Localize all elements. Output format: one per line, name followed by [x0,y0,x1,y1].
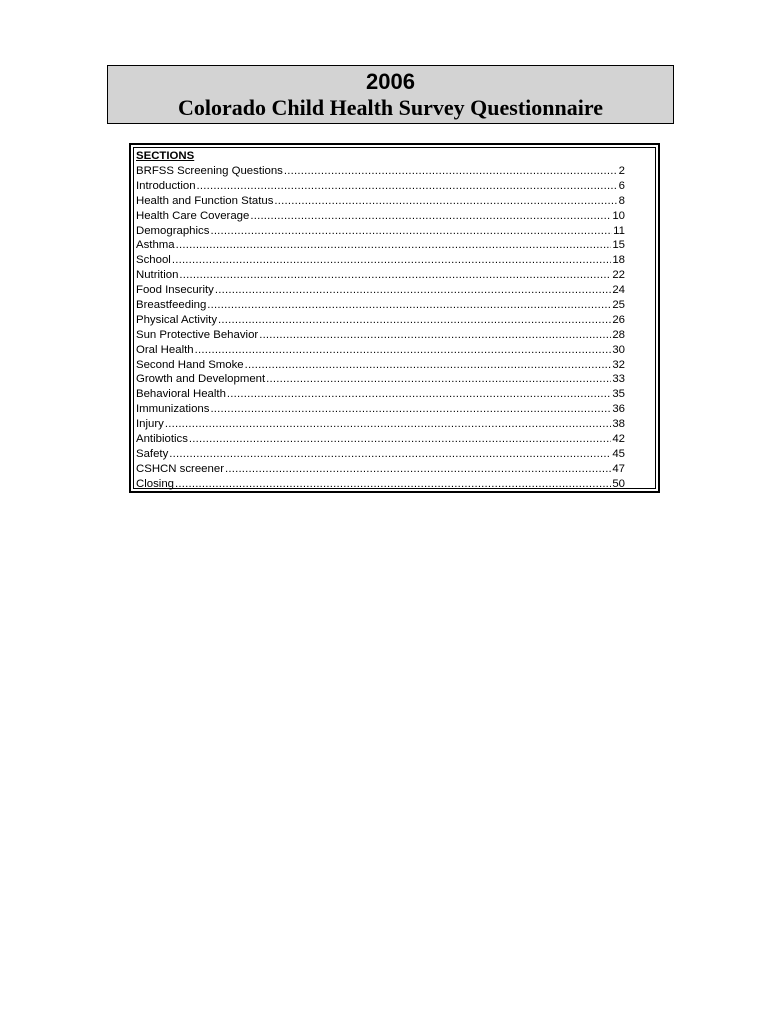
toc-entry-page-number[interactable]: 33 [612,373,625,386]
toc-entry-label[interactable]: Second Hand Smoke [136,358,244,371]
toc-entry-page-number[interactable]: 42 [612,433,625,446]
toc-dot-leader [266,372,611,387]
toc-entry-page-number[interactable]: 18 [612,254,625,267]
toc-entry-page-number[interactable]: 32 [612,358,625,371]
toc-dot-leader [189,432,611,447]
toc-entry-label[interactable]: Health Care Coverage [136,209,250,222]
document-title-box [107,65,674,124]
toc-dot-leader [218,313,611,328]
toc-entry-label[interactable]: Demographics [136,224,210,237]
toc-entry-page-number[interactable]: 22 [612,269,625,282]
toc-entry[interactable] [136,283,625,298]
toc-entry-page-number[interactable]: 36 [612,403,625,416]
toc-entry-label[interactable]: Breastfeeding [136,299,207,312]
toc-entry[interactable] [136,164,625,179]
toc-dot-leader [210,402,611,417]
toc-entry-page-number[interactable]: 50 [612,477,625,490]
toc-dot-leader [172,253,611,268]
toc-entry[interactable] [136,268,625,283]
toc-dot-leader [274,194,617,209]
toc-entry-page-number[interactable]: 45 [612,447,625,460]
toc-entry-label[interactable]: Physical Activity [136,313,218,326]
toc-entry[interactable] [136,417,625,432]
toc-entry[interactable] [136,253,625,268]
toc-entry[interactable] [136,179,625,194]
table-of-contents-inner-border [133,147,656,489]
toc-entry-page-number[interactable]: 30 [612,343,625,356]
toc-entry[interactable] [136,209,625,224]
toc-entry-label[interactable]: Nutrition [136,269,179,282]
toc-dot-leader [169,447,611,462]
toc-entry[interactable] [136,432,625,447]
toc-dot-leader [245,358,612,373]
toc-dot-leader [250,209,611,224]
toc-entry[interactable] [136,328,625,343]
toc-entry[interactable] [136,238,625,253]
toc-entry-label[interactable]: Safety [136,447,169,460]
toc-entry-page-number[interactable]: 24 [612,284,625,297]
toc-entry[interactable] [136,343,625,358]
toc-entry-label[interactable]: Oral Health [136,343,194,356]
toc-dot-leader [197,179,618,194]
toc-dot-leader [215,283,611,298]
toc-entry-label[interactable]: Asthma [136,239,175,252]
toc-entry-label[interactable]: Antibiotics [136,433,188,446]
toc-entry-page-number[interactable]: 8 [618,194,625,207]
toc-entry-page-number[interactable]: 26 [612,313,625,326]
toc-dot-leader [259,328,611,343]
toc-entry[interactable] [136,372,625,387]
toc-entry-page-number[interactable]: 10 [612,209,625,222]
toc-entry-label[interactable]: Food Insecurity [136,284,214,297]
toc-entry-label[interactable]: BRFSS Screening Questions [136,165,283,177]
toc-entry-label[interactable]: Immunizations [136,403,210,416]
toc-dot-leader [176,238,612,253]
toc-entry-page-number[interactable]: 35 [612,388,625,401]
toc-dot-leader [195,343,612,358]
toc-entry[interactable] [136,224,625,239]
toc-entry[interactable] [136,313,625,328]
toc-entry-page-number[interactable]: 2 [618,165,625,177]
toc-entry-label[interactable]: Health and Function Status [136,194,274,207]
toc-entry[interactable] [136,298,625,313]
toc-entry-label[interactable]: Growth and Development [136,373,266,386]
toc-entry-page-number[interactable]: 38 [612,418,625,431]
toc-entry-page-number[interactable]: 25 [612,299,625,312]
toc-dot-leader [210,224,612,239]
toc-dot-leader [227,387,611,402]
toc-entry[interactable] [136,447,625,462]
toc-entry-label[interactable]: CSHCN screener [136,462,224,475]
toc-entry-page-number[interactable]: 15 [612,239,625,252]
toc-entry-label[interactable]: Behavioral Health [136,388,226,401]
document-year: 2006 [366,69,415,94]
toc-heading: SECTIONS [136,150,195,162]
toc-dot-leader [175,477,611,492]
toc-entry-page-number[interactable]: 11 [613,224,625,237]
table-of-contents [129,143,660,493]
toc-dot-leader [165,417,611,432]
toc-entry-page-number[interactable]: 28 [612,328,625,341]
toc-entry-label[interactable]: Sun Protective Behavior [136,328,259,341]
document-title: Colorado Child Health Survey Questionnaire [178,95,603,120]
toc-entry[interactable] [136,358,625,373]
toc-dot-leader [284,164,618,179]
toc-entry[interactable] [136,477,625,492]
toc-entry[interactable] [136,387,625,402]
toc-entry-label[interactable]: School [136,254,171,267]
toc-dot-leader [207,298,611,313]
toc-entry[interactable] [136,194,625,209]
toc-dot-leader [179,268,611,283]
toc-entry-label[interactable]: Introduction [136,179,196,192]
toc-entry-label[interactable]: Closing [136,477,174,490]
toc-entry[interactable] [136,462,625,477]
table-of-contents-list [136,149,625,492]
toc-entry-label[interactable]: Injury [136,418,164,431]
toc-entry-page-number[interactable]: 47 [612,462,625,475]
toc-entry[interactable] [136,402,625,417]
toc-entry-page-number[interactable]: 6 [618,179,625,192]
toc-dot-leader [225,462,611,477]
